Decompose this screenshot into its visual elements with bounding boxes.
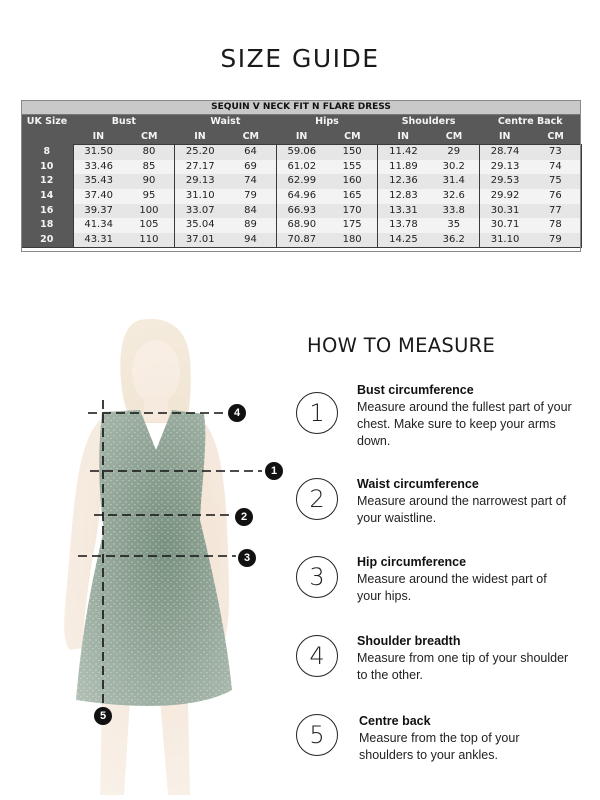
step-number-icon: 5 [296,714,338,756]
value-cell-cb-cm: 74 [530,160,581,175]
size-cell: 14 [21,189,73,204]
size-cell: 12 [21,174,73,189]
value-cell-hips-in: 68.90 [276,218,327,233]
size-chart-table [21,100,582,248]
table-row [21,204,581,219]
group-header-hips: Hips [276,115,378,130]
unit-header-in: IN [479,130,530,145]
value-cell-waist-in: 33.07 [175,204,226,219]
group-header-centre-back: Centre Back [479,115,581,130]
step-description: Measure around the widest part of your hips. [357,572,547,603]
value-cell-waist-in: 29.13 [175,174,226,189]
step-heading: Hip circumference [357,555,467,569]
marker-label-2: 2 [240,511,248,523]
value-cell-bust-cm: 90 [124,174,175,189]
step-heading: Shoulder breadth [357,634,461,648]
value-cell-hips-in: 62.99 [276,174,327,189]
value-cell-bust-in: 43.31 [73,233,124,248]
table-caption: SEQUIN V NECK FIT N FLARE DRESS [21,100,581,115]
value-cell-bust-cm: 85 [124,160,175,175]
step-number-icon: 4 [296,635,338,677]
value-cell-waist-in: 27.17 [175,160,226,175]
value-cell-waist-in: 37.01 [175,233,226,248]
unit-header-cm: CM [124,130,175,145]
value-cell-waist-cm: 74 [225,174,276,189]
value-cell-shoulders-cm: 35 [429,218,480,233]
value-cell-waist-cm: 84 [225,204,276,219]
unit-header-blank [21,130,73,145]
value-cell-cb-in: 30.71 [479,218,530,233]
value-cell-hips-in: 64.96 [276,189,327,204]
value-cell-cb-cm: 79 [530,233,581,248]
value-cell-hips-cm: 165 [327,189,378,204]
value-cell-shoulders-in: 13.31 [378,204,429,219]
marker-label-1: 1 [270,465,278,477]
marker-label-4: 4 [233,407,241,419]
step-description: Measure from the top of your shoulders to your ankles. [359,731,520,762]
unit-header-cm: CM [225,130,276,145]
value-cell-bust-in: 31.50 [73,145,124,160]
value-cell-bust-cm: 100 [124,204,175,219]
step-heading: Bust circumference [357,383,474,397]
value-cell-cb-in: 28.74 [479,145,530,160]
value-cell-bust-in: 39.37 [73,204,124,219]
model-illustration [40,290,290,800]
value-cell-waist-cm: 69 [225,160,276,175]
group-header-shoulders: Shoulders [378,115,480,130]
group-header-waist: Waist [175,115,277,130]
value-cell-bust-in: 35.43 [73,174,124,189]
value-cell-waist-cm: 64 [225,145,276,160]
value-cell-bust-cm: 105 [124,218,175,233]
table-row [21,189,581,204]
value-cell-shoulders-in: 12.83 [378,189,429,204]
value-cell-shoulders-in: 12.36 [378,174,429,189]
table-row [21,145,581,160]
value-cell-hips-cm: 155 [327,160,378,175]
value-cell-hips-in: 59.06 [276,145,327,160]
value-cell-cb-cm: 76 [530,189,581,204]
size-cell: 10 [21,160,73,175]
value-cell-shoulders-cm: 36.2 [429,233,480,248]
value-cell-shoulders-in: 11.89 [378,160,429,175]
step-description: Measure from one tip of your shoulder to the other. [357,651,569,682]
value-cell-cb-cm: 73 [530,145,581,160]
step-number-icon: 3 [296,556,338,598]
model-figure [40,290,290,800]
value-cell-cb-cm: 75 [530,174,581,189]
step-number-icon: 1 [296,392,338,434]
value-cell-waist-in: 31.10 [175,189,226,204]
value-cell-hips-cm: 175 [327,218,378,233]
value-cell-cb-in: 31.10 [479,233,530,248]
table-row [21,160,581,175]
value-cell-waist-cm: 79 [225,189,276,204]
value-cell-bust-in: 33.46 [73,160,124,175]
value-cell-cb-cm: 78 [530,218,581,233]
value-cell-waist-in: 35.04 [175,218,226,233]
value-cell-cb-in: 29.13 [479,160,530,175]
table-row [21,174,581,189]
value-cell-shoulders-cm: 32.6 [429,189,480,204]
size-cell: 16 [21,204,73,219]
group-header-bust: Bust [73,115,175,130]
value-cell-bust-cm: 80 [124,145,175,160]
value-cell-shoulders-in: 11.42 [378,145,429,160]
marker-label-5: 5 [99,710,107,722]
step-heading: Waist circumference [357,477,479,491]
value-cell-hips-cm: 180 [327,233,378,248]
value-cell-bust-in: 41.34 [73,218,124,233]
unit-header-in: IN [378,130,429,145]
step-description: Measure around the fullest part of your chest. Make sure to keep your arms down. [357,400,572,448]
step-heading: Centre back [359,714,431,728]
unit-header-in: IN [175,130,226,145]
size-cell: 18 [21,218,73,233]
value-cell-hips-in: 61.02 [276,160,327,175]
value-cell-cb-in: 29.92 [479,189,530,204]
value-cell-hips-cm: 170 [327,204,378,219]
marker-label-3: 3 [243,552,251,564]
step-number-icon: 2 [296,478,338,520]
value-cell-shoulders-in: 13.78 [378,218,429,233]
value-cell-hips-in: 70.87 [276,233,327,248]
size-column-header: UK Size [21,115,73,130]
size-cell: 8 [21,145,73,160]
how-to-measure-title: HOW TO MEASURE [307,334,496,357]
unit-header-in: IN [276,130,327,145]
value-cell-bust-in: 37.40 [73,189,124,204]
unit-header-cm: CM [327,130,378,145]
page-title: SIZE GUIDE [220,44,380,73]
value-cell-cb-in: 29.53 [479,174,530,189]
size-cell: 20 [21,233,73,248]
unit-header-cm: CM [429,130,480,145]
value-cell-bust-cm: 95 [124,189,175,204]
value-cell-hips-cm: 150 [327,145,378,160]
value-cell-shoulders-cm: 33.8 [429,204,480,219]
value-cell-shoulders-cm: 29 [429,145,480,160]
value-cell-cb-cm: 77 [530,204,581,219]
value-cell-hips-cm: 160 [327,174,378,189]
value-cell-waist-in: 25.20 [175,145,226,160]
value-cell-hips-in: 66.93 [276,204,327,219]
value-cell-cb-in: 30.31 [479,204,530,219]
table-row [21,218,581,233]
unit-header-cm: CM [530,130,581,145]
value-cell-waist-cm: 94 [225,233,276,248]
step-description: Measure around the narrowest part of your waistline. [357,494,567,525]
table-row [21,233,581,248]
value-cell-shoulders-cm: 31.4 [429,174,480,189]
unit-header-in: IN [73,130,124,145]
value-cell-bust-cm: 110 [124,233,175,248]
value-cell-shoulders-in: 14.25 [378,233,429,248]
value-cell-waist-cm: 89 [225,218,276,233]
value-cell-shoulders-cm: 30.2 [429,160,480,175]
